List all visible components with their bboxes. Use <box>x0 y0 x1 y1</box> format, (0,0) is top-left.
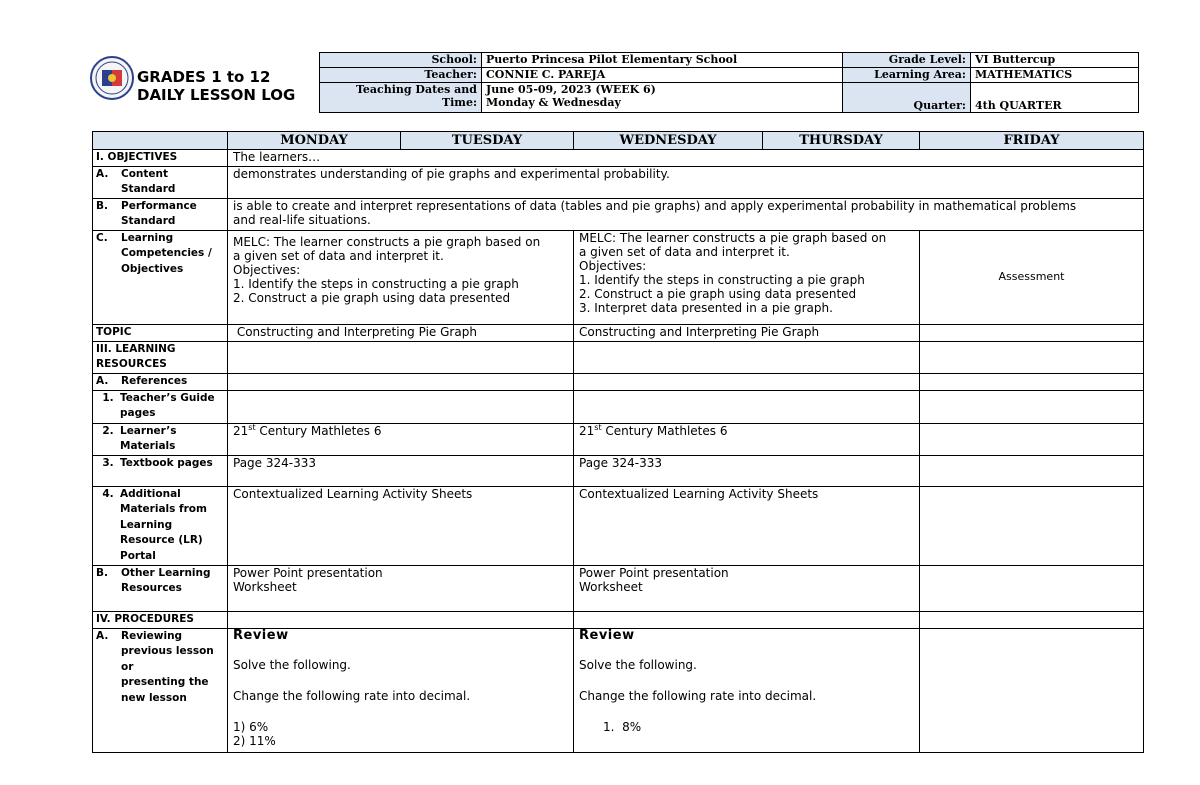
teachers-guide-label: Teacher’s Guide pages <box>120 391 215 419</box>
row-teachers-guide: 1. Teacher’s Guide pages <box>93 390 1144 423</box>
learners-materials-wednesday: 21st Century Mathletes 6 <box>574 423 920 455</box>
quarter-value: 4th QUARTER <box>971 83 1139 113</box>
topic-monday: Constructing and Interpreting Pie Graph <box>228 324 574 341</box>
deped-seal-icon <box>90 52 134 104</box>
row-other-resources: B. Other Learning Resources Power Point presentation Worksheet Power Point presentation Worksheet <box>93 565 1144 611</box>
quarter-label: Quarter: <box>843 83 971 113</box>
area-label: Learning Area: <box>843 68 971 83</box>
textbook-pages-label: Textbook pages <box>120 456 213 469</box>
teacher-label: Teacher: <box>320 68 482 83</box>
review-label: Reviewing previous lesson or presenting the new lesson <box>121 629 214 704</box>
title-grades: GRADES 1 to 12 <box>137 68 271 86</box>
review-monday: Review Solve the following. Change the following rate into decimal. 1) 6% 2) 11% <box>228 628 574 752</box>
textbook-wednesday: Page 324-333 <box>574 455 920 486</box>
day-monday: MONDAY <box>228 132 401 150</box>
grade-label: Grade Level: <box>843 53 971 68</box>
objectives-text: The learners… <box>228 150 1144 167</box>
topic-wednesday: Constructing and Interpreting Pie Graph <box>574 324 920 341</box>
references-label: References <box>121 374 188 387</box>
row-procedures <box>93 611 1144 628</box>
title-dll: DAILY LESSON LOG <box>137 86 296 104</box>
row-additional-materials: 4. Additional Materials from Learning Resource (LR) Portal Contextualized Learning Activity Sheets Contextualized Learning Activity Sheets <box>93 486 1144 565</box>
resources-label: III. LEARNING RESOURCES <box>93 341 228 373</box>
competencies-wednesday: MELC: The learner constructs a pie graph based on a given set of data and interpret it. Objectives: 1. Identify the steps in constructing a pie graph 2. Construct a pie graph using data presented 3. Interpret data presented in a pie graph. <box>574 230 920 324</box>
review-wednesday: Review Solve the following. Change the following rate into decimal. 1. 8% <box>574 628 920 752</box>
other-resources-label: Other Learning Resources <box>121 566 211 594</box>
info-table <box>319 52 1139 113</box>
lesson-log-table <box>92 131 1144 753</box>
additional-wednesday: Contextualized Learning Activity Sheets <box>574 486 920 565</box>
objectives-label: I. OBJECTIVES <box>93 150 228 167</box>
other-wednesday: Power Point presentation Worksheet <box>574 565 920 611</box>
school-value: Puerto Princesa Pilot Elementary School <box>482 53 843 68</box>
row-objectives <box>93 150 1144 167</box>
topic-label: TOPIC <box>93 324 228 341</box>
dates-value: June 05-09, 2023 (WEEK 6) Monday & Wednesday <box>482 83 843 113</box>
row-learning-resources <box>93 341 1144 373</box>
competencies-label: Learning Competencies / Objectives <box>121 231 212 275</box>
content-standard-label: Content Standard <box>121 167 176 195</box>
day-friday: FRIDAY <box>920 132 1144 150</box>
additional-materials-label: Additional Materials from Learning Resource (LR) Portal <box>120 487 207 562</box>
learners-materials-monday: 21st Century Mathletes 6 <box>228 423 574 455</box>
row-references: A. References <box>93 373 1144 390</box>
dates-label: Teaching Dates and Time: <box>320 83 482 113</box>
day-header-row <box>93 132 1144 150</box>
day-thursday: THURSDAY <box>763 132 920 150</box>
day-wednesday: WEDNESDAY <box>574 132 763 150</box>
document-title <box>137 68 295 104</box>
area-value: MATHEMATICS <box>971 68 1139 83</box>
day-tuesday: TUESDAY <box>401 132 574 150</box>
procedures-label: IV. PROCEDURES <box>93 611 228 628</box>
competencies-friday: Assessment <box>920 230 1144 324</box>
other-monday: Power Point presentation Worksheet <box>228 565 574 611</box>
row-learners-materials: 2. Learner’s Materials 21st Century Mathletes 6 21st Century Mathletes 6 <box>93 423 1144 455</box>
grade-value: VI Buttercup <box>971 53 1139 68</box>
row-textbook-pages: 3. Textbook pages Page 324-333 Page 324-333 <box>93 455 1144 486</box>
row-competencies: C. Learning Competencies / Objectives MELC: The learner constructs a pie graph based on a given set of data and interpret it. Objectives: 1. Identify the steps in constructing a pie graph 2. Construct a pie graph using data presented MELC: The learner constructs a pie graph based on a given set of data and interpret it. Objectives: 1. Identify the steps in constructing a pie graph 2. Construct a pie graph using data presented 3. Interpret data presented in a pie graph. Assessment <box>93 230 1144 324</box>
learners-materials-label: Learner’s Materials <box>120 424 177 452</box>
competencies-monday: MELC: The learner constructs a pie graph based on a given set of data and interpret it. Objectives: 1. Identify the steps in constructing a pie graph 2. Construct a pie graph using data presented <box>228 230 574 324</box>
teacher-value: CONNIE C. PAREJA <box>482 68 843 83</box>
textbook-monday: Page 324-333 <box>228 455 574 486</box>
performance-standard-text: is able to create and interpret representations of data (tables and pie graphs) and apply experimental probability in mathematical problems and real-life situations. <box>228 198 1144 230</box>
row-review: A. Reviewing previous lesson or presenting the new lesson Review Solve the following. Change the following rate into decimal. 1) 6% 2) 11% Review Solve the following. Change the following rate into decimal. 1. 8% <box>93 628 1144 752</box>
school-label: School: <box>320 53 482 68</box>
performance-standard-label: Performance Standard <box>121 199 197 227</box>
row-performance-standard: B. Performance Standard is able to create and interpret representations of data (tables and pie graphs) and apply experimental probability in mathematical problems and real-life situations. <box>93 198 1144 230</box>
additional-monday: Contextualized Learning Activity Sheets <box>228 486 574 565</box>
content-standard-text: demonstrates understanding of pie graphs and experimental probability. <box>228 166 1144 198</box>
row-topic <box>93 324 1144 341</box>
row-content-standard: A. Content Standard demonstrates understanding of pie graphs and experimental probability. <box>93 166 1144 198</box>
